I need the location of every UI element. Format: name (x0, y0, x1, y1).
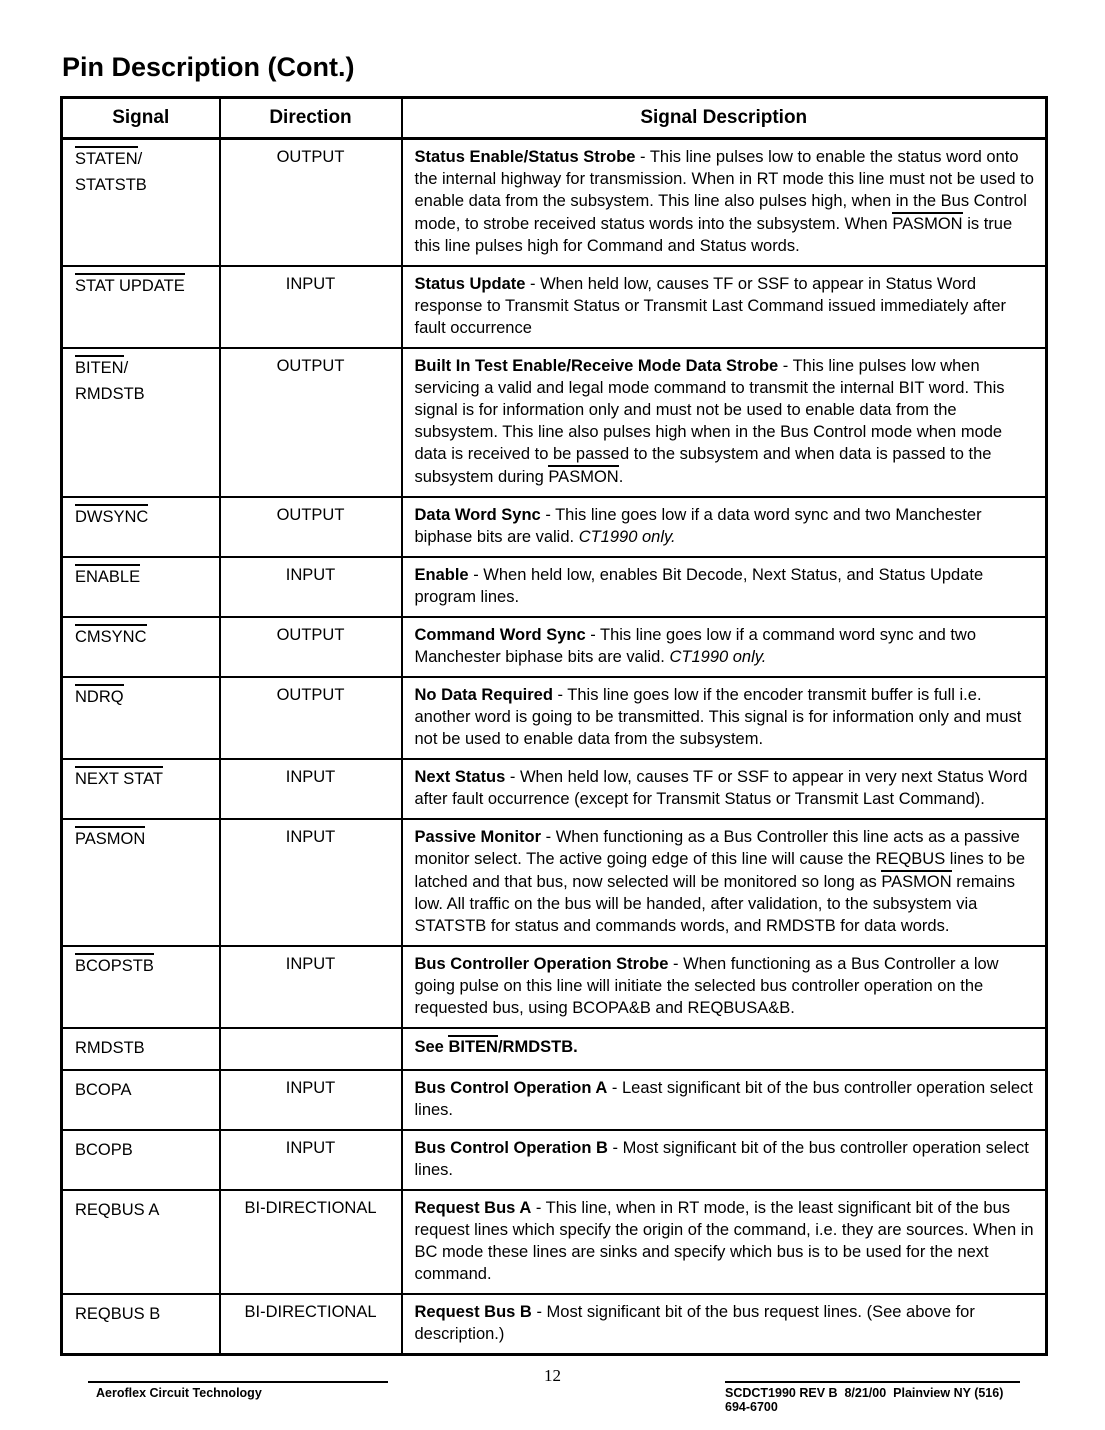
column-header-signal-description: Signal Description (402, 98, 1047, 139)
overlined-signal-text: PASMON (548, 465, 618, 487)
text-segment: BCOPA (75, 1081, 132, 1099)
text-segment: BCOPB (75, 1141, 133, 1159)
text-segment: - When held low, causes TF or SSF to appear in very next Status Word after fault occurrence (except for Transmit Status or Transmit Last Command). (414, 768, 1028, 808)
direction-cell: INPUT (220, 266, 402, 348)
text-segment: - When held low, enables Bit Decode, Next Status, and Status Update program lines. (414, 566, 984, 606)
text-segment: REQBUS A (75, 1201, 160, 1219)
direction-cell: BI-DIRECTIONAL (220, 1190, 402, 1294)
description-cell (402, 557, 1047, 617)
table-row (62, 348, 1047, 497)
table-row (62, 819, 1047, 946)
text-segment: Bus Control Operation B (414, 1139, 608, 1157)
table-row (62, 617, 1047, 677)
table-row (62, 266, 1047, 348)
signal-name (75, 624, 213, 650)
description-cell (402, 348, 1047, 497)
signal-name (75, 953, 213, 979)
text-segment: - When functioning as a Bus Controller a low going pulse on this line will initiate the selected bus controller operation on the requested bus, using BCOPA&B and REQBUSA&B. (414, 955, 999, 1017)
overlined-signal-text: PASMON (892, 212, 962, 234)
signal-name (75, 826, 213, 852)
direction-cell: OUTPUT (220, 348, 402, 497)
text-segment: - When functioning as a Bus Controller this line acts as a passive monitor select. The active going edge of this line will cause the REQBUS lines to be latched and that bus, now selected will be monitored so long as (414, 828, 1026, 891)
footer-company: Aeroflex Circuit Technology (88, 1381, 388, 1400)
table-row (62, 759, 1047, 819)
text-segment: remains low. All traffic on the bus will be handed, after validation, to the subsystem via STATSTB for status and commands words, and RMDSTB for data words. (414, 873, 1015, 935)
signal-name (75, 1137, 213, 1163)
text-segment: Request Bus A (414, 1199, 532, 1217)
description-cell (402, 946, 1047, 1028)
table-header-row (62, 98, 1047, 139)
text-segment: Next Status (414, 768, 506, 786)
signal-cell (62, 1028, 220, 1070)
text-segment: - This line goes low if the encoder transmit buffer is full i.e. another word is going to be transmitted. This signal is for information only and must not be used to enable data from the subsystem. (414, 686, 1022, 748)
signal-cell (62, 819, 220, 946)
description-cell (402, 139, 1047, 267)
signal-cell (62, 266, 220, 348)
direction-cell: INPUT (220, 759, 402, 819)
text-segment: STATSTB (75, 176, 147, 194)
signal-cell (62, 1130, 220, 1190)
text-segment: - This line goes low if a data word sync and two Manchester biphase bits are valid. (414, 506, 982, 546)
signal-name (75, 564, 213, 590)
text-segment: - Most significant bit of the bus controller operation select lines. (414, 1139, 1029, 1179)
overlined-signal-text: STAT UPDATE (75, 273, 185, 296)
text-segment: CT1990 only. (578, 528, 676, 546)
overlined-signal-text: NDRQ (75, 684, 124, 707)
direction-cell: INPUT (220, 819, 402, 946)
overlined-signal-text: PASMON (75, 826, 145, 849)
description-cell (402, 819, 1047, 946)
overlined-signal-text: BCOPSTB (75, 953, 154, 976)
direction-cell: OUTPUT (220, 139, 402, 267)
description-cell (402, 1070, 1047, 1130)
text-segment: Status Enable/Status Strobe (414, 148, 636, 166)
direction-cell: INPUT (220, 946, 402, 1028)
footer-page-number: 12 (544, 1366, 561, 1385)
table-row (62, 677, 1047, 759)
column-header-signal: Signal (62, 98, 220, 139)
signal-name (75, 273, 213, 299)
table-row (62, 557, 1047, 617)
overlined-signal-text: PASMON (881, 870, 951, 892)
table-row (62, 946, 1047, 1028)
signal-name (75, 1077, 213, 1103)
signal-name (75, 504, 213, 530)
text-segment: Passive Monitor (414, 828, 542, 846)
text-segment: Bus Controller Operation Strobe (414, 955, 669, 973)
pin-description-table (60, 96, 1048, 1356)
text-segment: - Most significant bit of the bus request lines. (See above for description.) (414, 1303, 975, 1343)
signal-cell (62, 557, 220, 617)
overlined-signal-text: DWSYNC (75, 504, 148, 527)
signal-cell (62, 617, 220, 677)
text-segment: /RMDSTB. (497, 1038, 578, 1056)
signal-name (75, 172, 213, 198)
signal-cell (62, 1294, 220, 1355)
signal-cell (62, 1070, 220, 1130)
signal-name (75, 684, 213, 710)
text-segment: Status Update (414, 275, 526, 293)
direction-cell: OUTPUT (220, 617, 402, 677)
table-row (62, 497, 1047, 557)
description-cell (402, 617, 1047, 677)
text-segment: . (618, 468, 624, 486)
text-segment: Command Word Sync (414, 626, 586, 644)
signal-cell (62, 139, 220, 267)
table-row (62, 1294, 1047, 1355)
signal-cell (62, 1190, 220, 1294)
text-segment: - When held low, causes TF or SSF to appear in Status Word response to Transmit Status or Transmit Last Command issued immediately after fault occurrence (414, 275, 1006, 337)
overlined-signal-text: ENABLE (75, 564, 140, 587)
description-cell (402, 1294, 1047, 1355)
text-segment: CT1990 only. (669, 648, 767, 666)
text-segment: is true this line pulses high for Command and Status words. (414, 215, 1013, 255)
overlined-signal-text: CMSYNC (75, 624, 147, 647)
description-cell (402, 497, 1047, 557)
direction-cell: INPUT (220, 1130, 402, 1190)
text-segment: - Least significant bit of the bus controller operation select lines. (414, 1079, 1033, 1119)
page-title: Pin Description (Cont.) (62, 52, 355, 82)
table-row (62, 1130, 1047, 1190)
text-segment: Request Bus B (414, 1303, 532, 1321)
text-segment: - This line pulses low to enable the status word onto the internal highway for transmission. When in RT mode this line must not be used to enable data from the subsystem. This line also pulses high, when in the Bus Control mode, to strobe received status words into the subsystem. When (414, 148, 1034, 233)
overlined-signal-text: STATEN (75, 146, 138, 169)
footer-document-id: SCDCT1990 REV B 8/21/00 Plainview NY (516) 694-6700 (725, 1381, 1020, 1414)
text-segment: - This line pulses low when servicing a valid and legal mode command to transmit the internal BIT word. This signal is for information only and must not be used to enable data from the subsystem. This line also pulses high when in the Bus Control mode when mode data is received to be passed to the subsystem and when data is passed to the subsystem during (414, 357, 1005, 486)
text-segment: Data Word Sync (414, 506, 541, 524)
table-row (62, 1190, 1047, 1294)
signal-cell (62, 348, 220, 497)
direction-cell (220, 1028, 402, 1070)
text-segment: REQBUS B (75, 1305, 161, 1323)
table-row (62, 1070, 1047, 1130)
description-cell (402, 1190, 1047, 1294)
signal-name (75, 1035, 213, 1061)
signal-name (75, 355, 213, 381)
direction-cell: INPUT (220, 1070, 402, 1130)
text-segment: See (414, 1038, 449, 1056)
text-segment: - This line goes low if a command word sync and two Manchester biphase bits are valid. (414, 626, 977, 666)
description-cell (402, 759, 1047, 819)
text-segment: / (123, 359, 129, 377)
overlined-signal-text: BITEN (75, 355, 124, 378)
text-segment: Built In Test Enable/Receive Mode Data Strobe (414, 357, 779, 375)
signal-name (75, 1197, 213, 1223)
description-cell (402, 677, 1047, 759)
text-segment: - This line, when in RT mode, is the least significant bit of the bus request lines which specify the origin of the command, i.e. they are sources. When in BC mode these lines are sinks and specify which bus is to be used for the next command. (414, 1199, 1034, 1283)
signal-name (75, 146, 213, 172)
table-row (62, 1028, 1047, 1070)
description-cell (402, 1028, 1047, 1070)
signal-cell (62, 946, 220, 1028)
direction-cell: OUTPUT (220, 677, 402, 759)
direction-cell: OUTPUT (220, 497, 402, 557)
signal-cell (62, 759, 220, 819)
direction-cell: INPUT (220, 557, 402, 617)
signal-cell (62, 677, 220, 759)
description-cell (402, 1130, 1047, 1190)
text-segment: / (137, 150, 143, 168)
description-cell (402, 266, 1047, 348)
column-header-direction: Direction (220, 98, 402, 139)
overlined-signal-text: NEXT STAT (75, 766, 163, 789)
text-segment: No Data Required (414, 686, 553, 704)
signal-name (75, 381, 213, 407)
table-row (62, 139, 1047, 267)
text-segment: Bus Control Operation A (414, 1079, 608, 1097)
text-segment: Enable (414, 566, 469, 584)
direction-cell: BI-DIRECTIONAL (220, 1294, 402, 1355)
text-segment: RMDSTB (75, 1039, 145, 1057)
signal-name (75, 766, 213, 792)
signal-cell (62, 497, 220, 557)
signal-name (75, 1301, 213, 1327)
table-body (62, 139, 1047, 1355)
overlined-signal-text: BITEN (448, 1035, 498, 1057)
text-segment: RMDSTB (75, 385, 145, 403)
